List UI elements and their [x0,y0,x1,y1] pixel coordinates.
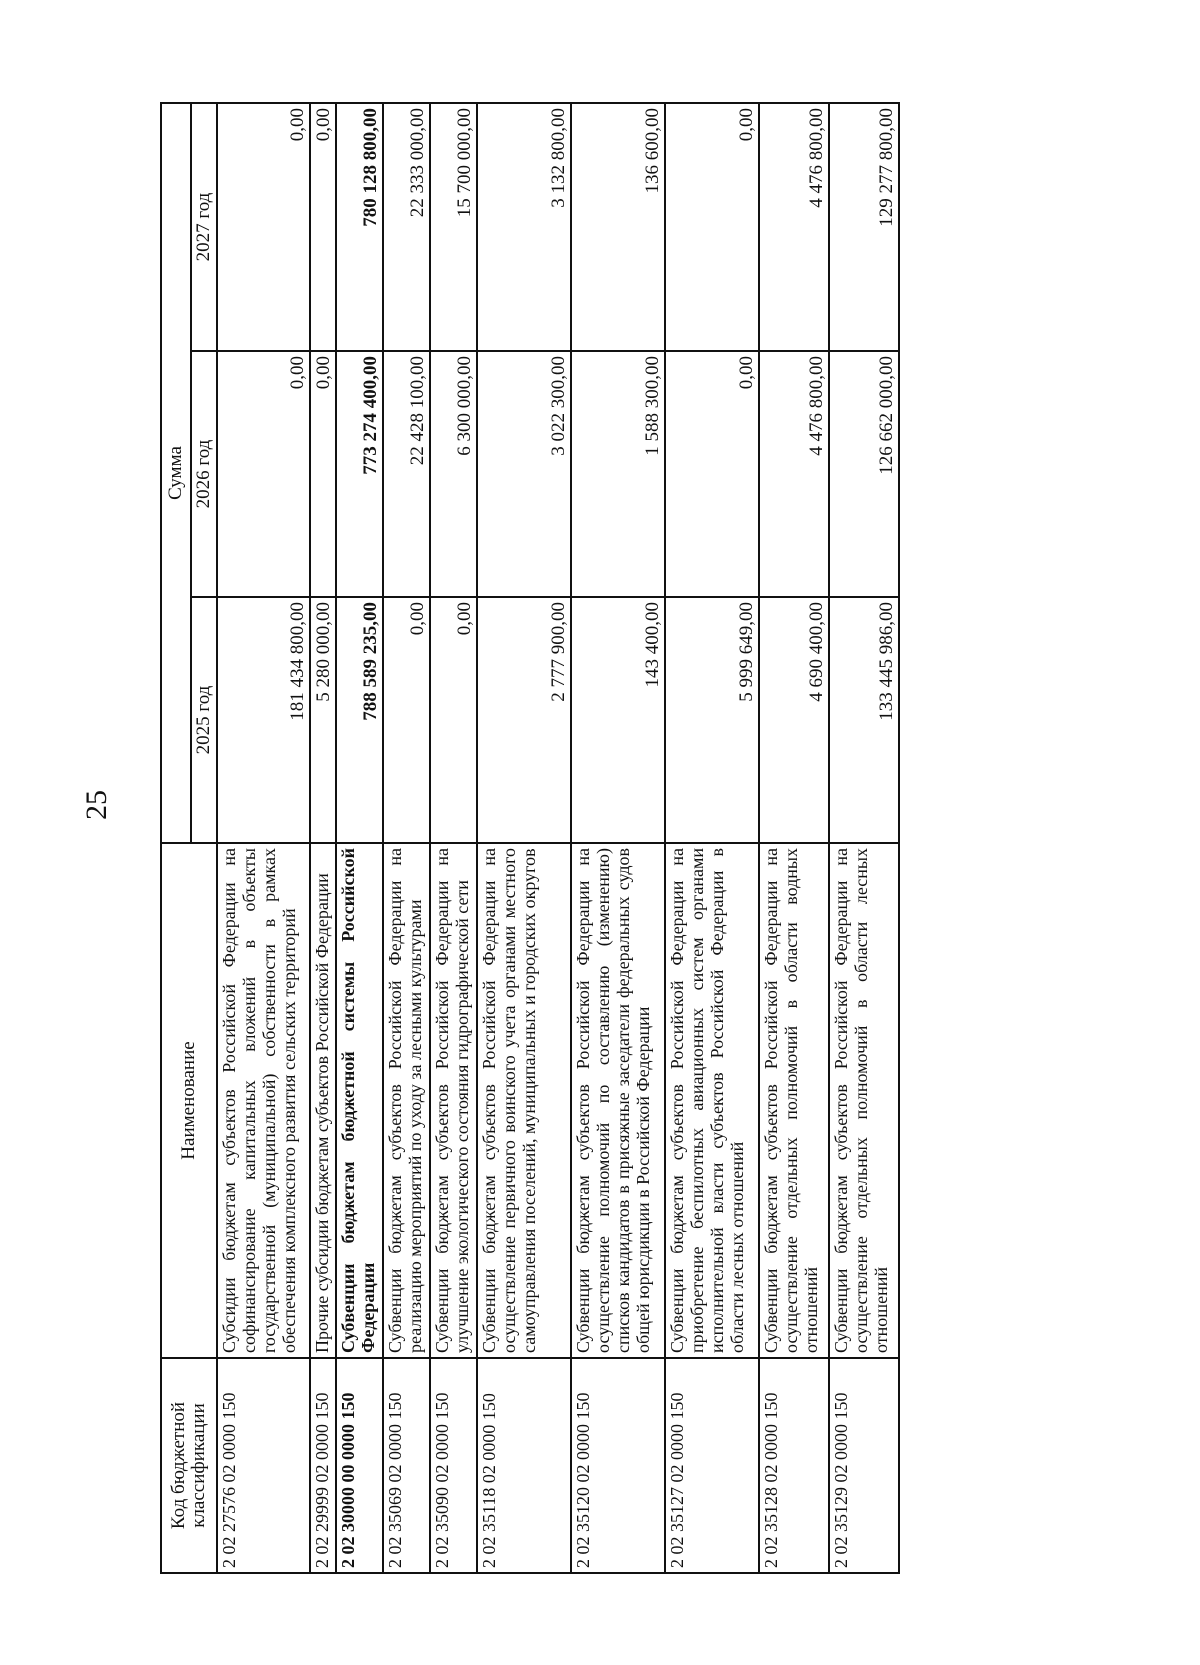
row-amount-2026: 0,00 [217,351,310,597]
row-amount-2027: 129 277 800,00 [829,103,899,351]
header-code: Код бюджетной классификации [161,1358,217,1573]
row-code: 2 02 35118 02 0000 150 [477,1358,571,1573]
row-name: Субвенции бюджетам бюджетной системы Российской Федерации [336,843,383,1358]
row-amount-2025: 0,00 [383,597,430,843]
table-row [829,103,899,1573]
table-row [383,103,430,1573]
row-code: 2 02 35127 02 0000 150 [665,1358,759,1573]
table-row [571,103,665,1573]
table-row [477,103,571,1573]
row-amount-2026: 22 428 100,00 [383,351,430,597]
row-amount-2025: 0,00 [430,597,477,843]
table-row-subtotal [336,103,383,1573]
row-amount-2027: 0,00 [665,103,759,351]
row-code: 2 02 35128 02 0000 150 [759,1358,829,1573]
row-amount-2026: 4 476 800,00 [759,351,829,597]
table-row [665,103,759,1573]
row-name: Субвенции бюджетам субъектов Российской Федерации на осуществление отдельных полномочий в области лесных отношений [829,843,899,1358]
row-code: 2 02 30000 00 0000 150 [336,1358,383,1573]
row-code: 2 02 29999 02 0000 150 [310,1358,336,1573]
row-amount-2027: 780 128 800,00 [336,103,383,351]
row-amount-2025: 788 589 235,00 [336,597,383,843]
row-amount-2026: 773 274 400,00 [336,351,383,597]
row-amount-2026: 3 022 300,00 [477,351,571,597]
header-sum: Сумма [161,103,191,843]
row-amount-2027: 15 700 000,00 [430,103,477,351]
row-amount-2025: 181 434 800,00 [217,597,310,843]
row-amount-2027: 0,00 [217,103,310,351]
row-amount-2025: 5 280 000,00 [310,597,336,843]
header-year-2025: 2025 год [191,597,217,843]
row-name: Субвенции бюджетам субъектов Российской Федерации на приобретение беспилотных авиационных систем органами исполнительной власти субъектов Российской Федерации в области лесных отношений [665,843,759,1358]
row-name: Прочие субсидии бюджетам субъектов Российской Федерации [310,843,336,1358]
row-amount-2026: 126 662 000,00 [829,351,899,597]
rotated-table-container [160,104,1010,1574]
row-amount-2025: 4 690 400,00 [759,597,829,843]
row-amount-2025: 2 777 900,00 [477,597,571,843]
row-code: 2 02 35129 02 0000 150 [829,1358,899,1573]
row-amount-2025: 5 999 649,00 [665,597,759,843]
row-amount-2025: 133 445 986,00 [829,597,899,843]
row-amount-2026: 0,00 [310,351,336,597]
table-row [310,103,336,1573]
row-amount-2026: 1 588 300,00 [571,351,665,597]
header-year-2026: 2026 год [191,351,217,597]
row-code: 2 02 35120 02 0000 150 [571,1358,665,1573]
page-number: 25 [80,790,113,820]
row-name: Субсидии бюджетам субъектов Российской Федерации на софинансирование капитальных вложений в объекты государственной (муниципальной) собственности в рамках обеспечения комплексного развития сельских территорий [217,843,310,1358]
row-amount-2026: 6 300 000,00 [430,351,477,597]
table-row [430,103,477,1573]
table-row [759,103,829,1573]
row-name: Субвенции бюджетам субъектов Российской Федерации на реализацию мероприятий по уходу за лесными культурами [383,843,430,1358]
budget-table [160,102,900,1574]
row-name: Субвенции бюджетам субъектов Российской Федерации на осуществление первичного воинского учета органами местного самоуправления поселений, муниципальных и городских округов [477,843,571,1358]
row-amount-2025: 143 400,00 [571,597,665,843]
row-name: Субвенции бюджетам субъектов Российской Федерации на осуществление отдельных полномочий в области водных отношений [759,843,829,1358]
header-year-2027: 2027 год [191,103,217,351]
row-amount-2027: 136 600,00 [571,103,665,351]
header-name: Наименование [161,843,217,1358]
row-amount-2026: 0,00 [665,351,759,597]
row-name: Субвенции бюджетам субъектов Российской Федерации на улучшение экологического состояния гидрографической сети [430,843,477,1358]
row-code: 2 02 35090 02 0000 150 [430,1358,477,1573]
row-amount-2027: 4 476 800,00 [759,103,829,351]
row-amount-2027: 22 333 000,00 [383,103,430,351]
row-code: 2 02 27576 02 0000 150 [217,1358,310,1573]
table-row [217,103,310,1573]
row-amount-2027: 3 132 800,00 [477,103,571,351]
row-code: 2 02 35069 02 0000 150 [383,1358,430,1573]
row-name: Субвенции бюджетам субъектов Российской Федерации на осуществление полномочий по составлению (изменению) списков кандидатов в присяжные заседатели федеральных судов общей юрисдикции в Российской Федерации [571,843,665,1358]
row-amount-2027: 0,00 [310,103,336,351]
